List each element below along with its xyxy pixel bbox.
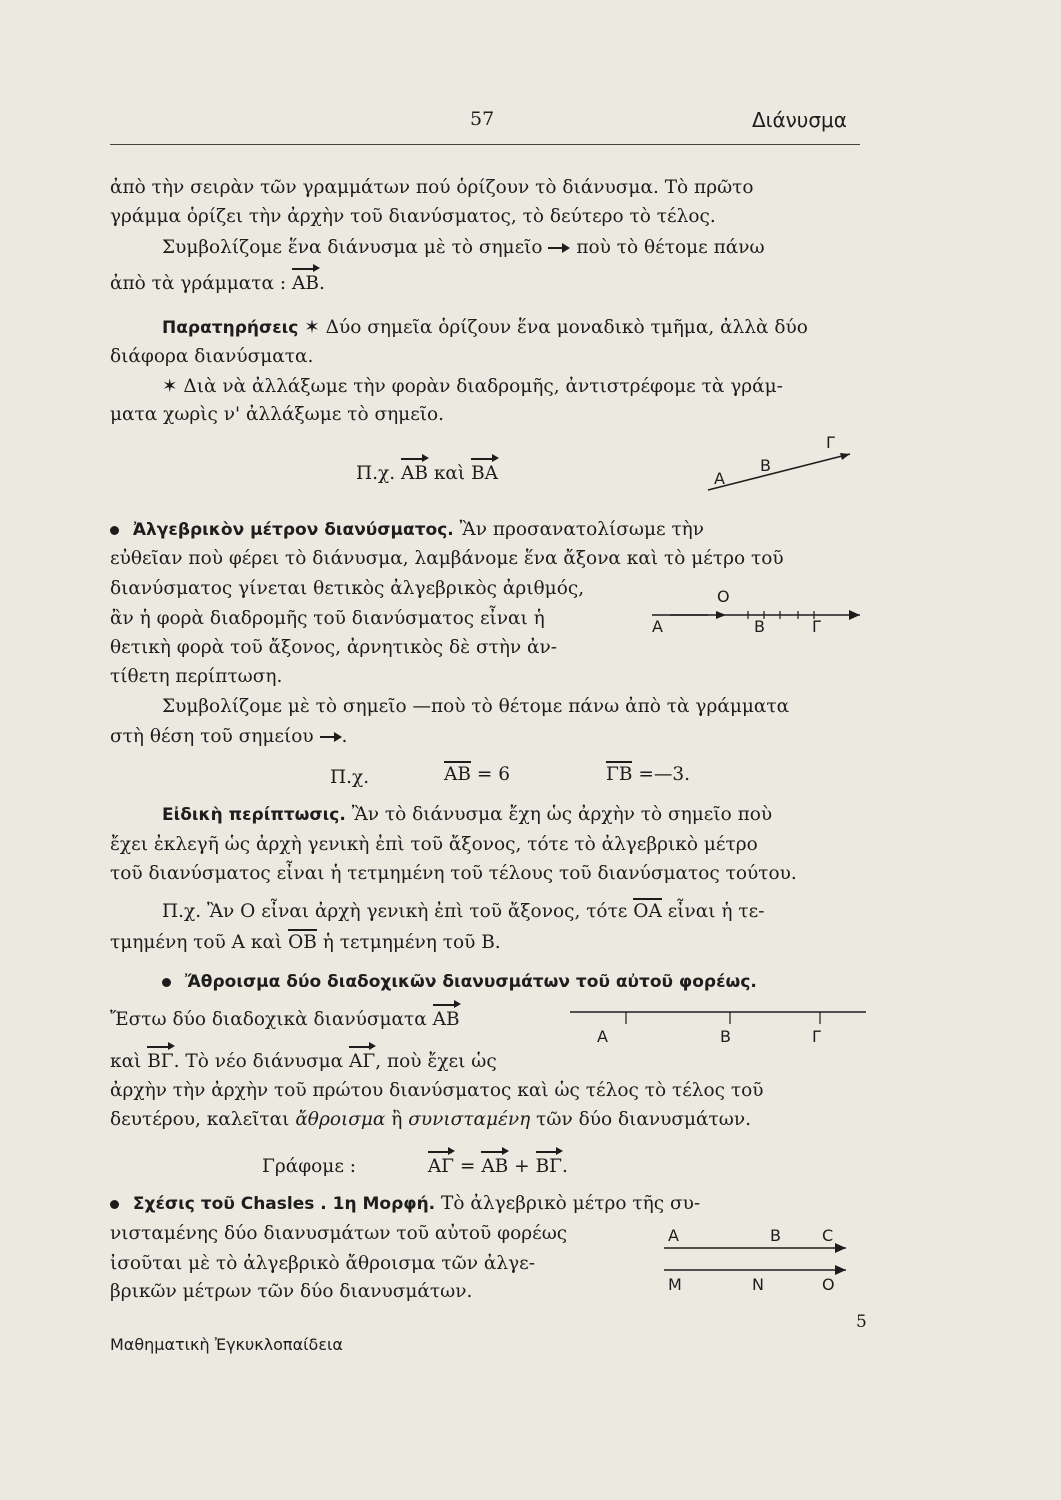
text-span: στὴ θέση τοῦ σημείου	[110, 726, 314, 747]
vector-symbol: BΓ	[535, 1156, 563, 1177]
text-line	[606, 763, 690, 787]
figure-label: C	[822, 1226, 834, 1245]
vector-symbol: AΓ	[349, 1051, 376, 1072]
text-span: , ποὺ ἔχει ὡς	[375, 1051, 497, 1072]
text-line: ✶ Διὰ νὰ ἀλλάξωμε τὴν φορὰν διαδρομῆς, ἀντιστρέφομε τὰ γράμ-	[162, 376, 783, 397]
text-line: ἀπὸ τὴν σειρὰν τῶν γραμμάτων πού ὁρίζουν τὸ διάνυσμα. Τὸ πρῶτο	[110, 177, 754, 198]
text-line	[110, 1192, 700, 1216]
text-span: = 6	[476, 764, 511, 785]
text-line: ἔχει ἐκλεγῆ ὡς ἀρχὴ γενικὴ ἐπὶ τοῦ ἄξονος, τότε τὸ ἀλγεβρικὸ μέτρο	[110, 834, 758, 855]
text-span: .	[341, 726, 348, 747]
text-span: εἶναι ἡ τε-	[667, 901, 765, 922]
vector-symbol: AΓ	[427, 1156, 455, 1177]
text-line	[110, 1050, 497, 1074]
text-line: διανύσματος γίνεται θετικὸς ἀλγεβρικὸς ἀριθμός,	[110, 578, 585, 599]
bar-symbol: OB	[288, 932, 317, 953]
text-line	[110, 725, 347, 749]
text-line	[162, 900, 764, 924]
bullet-icon	[162, 978, 171, 987]
figure-label: O	[822, 1275, 835, 1294]
text-line	[162, 236, 765, 260]
text-span: ✶ Δύο σημεῖα ὁρίζουν ἕνα μοναδικὸ τμῆμα, ἀλλὰ δύο	[304, 317, 808, 338]
bar-symbol: ΓB	[606, 764, 633, 785]
text-span: Ἂν προσανατολίσωμε τὴν	[459, 519, 705, 540]
text-span: τμημένη τοῦ A καὶ	[110, 932, 283, 953]
figure-label: B	[720, 1027, 731, 1046]
text-span: ἢ	[391, 1109, 403, 1130]
arrow-symbol-icon	[548, 243, 570, 253]
text-line	[356, 462, 498, 486]
text-span: .	[562, 1156, 568, 1177]
figure-label: N	[752, 1275, 764, 1294]
text-span: ἡ τετμημένη τοῦ B.	[322, 932, 501, 953]
text-line	[110, 272, 325, 296]
footer-title: Μαθηματικὴ Ἐγκυκλοπαίδεια	[110, 1335, 343, 1354]
figure-label: B	[754, 617, 765, 636]
text-span: =—3.	[638, 764, 690, 785]
figure-label: B	[770, 1226, 781, 1245]
text-line	[110, 1008, 460, 1032]
vector-symbol: AB	[291, 273, 319, 294]
figure-axes-4	[660, 1240, 860, 1280]
text-span: καὶ	[110, 1051, 142, 1072]
text-span: Π.χ. Ἂν O εἶναι ἀρχὴ γενικὴ ἐπὶ τοῦ ἄξονος, τότε	[162, 901, 628, 922]
text-span: Π.χ.	[356, 463, 396, 484]
text-line: βρικῶν μέτρων τῶν δύο διανυσμάτων.	[110, 1281, 473, 1302]
bullet-icon	[110, 526, 119, 535]
figure-segment-3	[570, 1004, 870, 1026]
section-title: Ἀλγεβρικὸν μέτρον διανύσματος.	[132, 520, 454, 540]
text-span: Συμβολίζομε ἕνα διάνυσμα μὲ τὸ σημεῖο	[162, 237, 543, 258]
text-span: Τὸ ἀλγεβρικὸ μέτρο τῆς συ-	[441, 1193, 701, 1214]
text-span: Ἂν τὸ διάνυσμα ἔχη ὡς ἀρχὴν τὸ σημεῖο ποὺ	[351, 804, 773, 825]
figure-label: Γ	[812, 1027, 821, 1046]
section-title: Ἄθροισμα δύο διαδοχικῶν διανυσμάτων τοῦ αὐτοῦ φορέως.	[184, 972, 757, 992]
text-span: ἄθροισμα	[295, 1109, 386, 1130]
running-title: Διάνυσμα	[752, 108, 847, 132]
text-span: Γράφομε :	[262, 1156, 357, 1177]
section-label: Παρατηρήσεις	[162, 318, 299, 338]
bullet-icon	[110, 1200, 119, 1209]
text-line: εὐθεῖαν ποὺ φέρει τὸ διάνυσμα, λαμβάνομε ἕνα ἄξονα καὶ τὸ μέτρο τοῦ	[110, 548, 784, 569]
text-line: διάφορα διανύσματα.	[110, 346, 314, 367]
figure-label: A	[652, 617, 663, 636]
vector-symbol: AB	[432, 1009, 460, 1030]
text-line: τοῦ διανύσματος εἶναι ἡ τετμημένη τοῦ τέλους τοῦ διανύσματος τούτου.	[110, 863, 797, 884]
text-span: δευτέρου, καλεῖται	[110, 1109, 290, 1130]
text-line: τίθετη περίπτωση.	[110, 666, 283, 687]
text-span: ἀπὸ τὰ γράμματα :	[110, 273, 287, 294]
figure-vector-line-1	[700, 430, 860, 500]
text-span: τῶν δύο διανυσμάτων.	[536, 1109, 751, 1130]
vector-symbol: AB	[481, 1156, 509, 1177]
text-line	[110, 931, 501, 955]
text-span: καὶ	[433, 463, 466, 484]
section-title: Σχέσις τοῦ Chasles . 1η Μορφή.	[132, 1194, 436, 1214]
vector-symbol: BΓ	[147, 1051, 174, 1072]
text-span: +	[514, 1156, 530, 1177]
text-line: θετικὴ φορὰ τοῦ ἄξονος, ἀρνητικὸς δὲ στὴν ἀν-	[110, 637, 558, 658]
footer-signature: 5	[856, 1312, 867, 1332]
section-label: Εἰδικὴ περίπτωσις.	[162, 805, 346, 825]
text-line	[162, 970, 757, 994]
text-span: .	[318, 273, 325, 294]
text-line: ἰσοῦται μὲ τὸ ἀλγεβρικὸ ἄθροισμα τῶν ἀλγε-	[110, 1253, 535, 1274]
figure-label: A	[668, 1226, 679, 1245]
text-line	[110, 518, 704, 542]
figure-label: O	[717, 587, 730, 606]
text-line: νισταμένης δύο διανυσμάτων τοῦ αὐτοῦ φορέως	[110, 1223, 568, 1244]
figure-label: B	[760, 456, 771, 475]
header-rule	[110, 144, 860, 145]
text-line	[162, 803, 772, 827]
arrow-symbol-icon	[320, 732, 342, 742]
figure-label: Γ	[812, 617, 821, 636]
text-line	[262, 1155, 568, 1179]
figure-label: A	[714, 469, 725, 488]
text-line: ἀρχὴν τὴν ἀρχὴν τοῦ πρώτου διανύσματος καὶ ὡς τέλος τὸ τέλος τοῦ	[110, 1080, 764, 1101]
text-span: συνισταμένη	[408, 1109, 531, 1130]
text-line: Π.χ.	[330, 767, 370, 788]
text-span: Ἔστω δύο διαδοχικὰ διανύσματα	[110, 1009, 427, 1030]
page-number: 57	[470, 108, 495, 130]
text-line	[162, 316, 808, 340]
text-line	[444, 763, 510, 787]
figure-label: A	[597, 1027, 608, 1046]
vector-symbol: BA	[471, 463, 499, 484]
bar-symbol: AB	[444, 764, 471, 785]
text-line: Συμβολίζομε μὲ τὸ σημεῖο —ποὺ τὸ θέτομε πάνω ἀπὸ τὰ γράμματα	[162, 696, 790, 717]
text-span: . Τὸ νέο διάνυσμα	[173, 1051, 344, 1072]
text-line: γράμμα ὁρίζει τὴν ἀρχὴν τοῦ διανύσματος, τὸ δεύτερο τὸ τέλος.	[110, 206, 716, 227]
figure-label: Γ	[826, 433, 835, 452]
text-line: ματα χωρὶς ν' ἀλλάξωμε τὸ σημεῖο.	[110, 404, 445, 425]
figure-label: M	[668, 1275, 682, 1294]
text-line: ἂν ἡ φορὰ διαδρομῆς τοῦ διανύσματος εἶναι ἡ	[110, 608, 545, 629]
text-line	[110, 1108, 751, 1132]
bar-symbol: OA	[633, 901, 662, 922]
text-span: ποὺ τὸ θέτομε πάνω	[576, 237, 765, 258]
vector-symbol: AB	[401, 463, 428, 484]
text-span: =	[459, 1156, 476, 1177]
